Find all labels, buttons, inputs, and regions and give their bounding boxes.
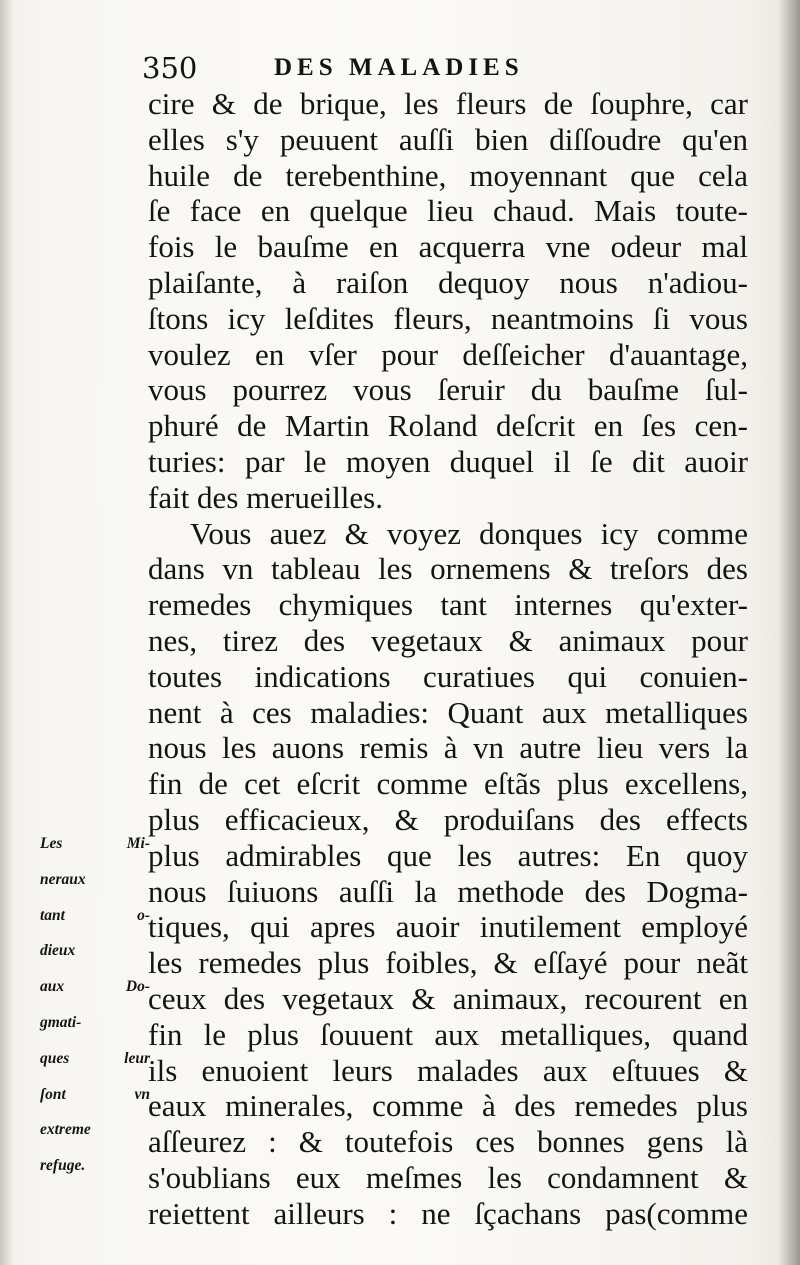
text-line: aſſeurez : & toutefois ces bonnes gens là <box>148 1124 748 1160</box>
page-edge-shadow <box>778 0 800 1265</box>
text-line: huile de terebenthine, moyennant que cela <box>148 157 748 193</box>
running-title: DES MALADIES <box>274 54 524 81</box>
text-line: ceux des vegetaux & animaux, recourent en <box>148 980 748 1016</box>
page-number: 350 <box>142 51 198 85</box>
margin-note-line: neraux <box>40 870 86 888</box>
text-line: nous ſuiuons auſſi la methode des Dogma- <box>148 873 748 909</box>
page-gutter-shadow <box>0 0 14 1265</box>
margin-note <box>40 826 150 1184</box>
text-line: elles s'y peuuent auſſi bien diſſoudre qu'en <box>148 121 748 157</box>
text-line: plaiſante, à raiſon dequoy nous n'adiou- <box>148 264 748 300</box>
margin-note-line: Les Mi- <box>40 835 150 852</box>
text-line: reiettent ailleurs : ne ſçachans pas(comme <box>148 1195 748 1231</box>
text-line: turies: par le moyen duquel il ſe dit auoir <box>148 443 748 479</box>
text-line: les remedes plus foibles, & eſſayé pour neãt <box>148 945 748 981</box>
text-line: nes, tirez des vegetaux & animaux pour <box>148 622 748 658</box>
text-line: nent à ces maladies: Quant aux metalliques <box>148 694 748 730</box>
text-line: nous les auons remis à vn autre lieu vers la <box>148 730 748 766</box>
text-line: tiques, qui apres auoir inutilement employé <box>148 909 748 945</box>
margin-note-line: tant o- <box>40 906 150 924</box>
text-line: s'oublians eux meſmes les condamnent & <box>148 1159 748 1195</box>
text-line: ſtons icy leſdites fleurs, neantmoins ſi vous <box>148 300 748 336</box>
text-line: remedes chymiques tant internes qu'exter- <box>148 587 748 623</box>
text-line: plus admirables que les autres: En quoy <box>148 837 748 873</box>
paragraph-start-line: Vous auez & voyez donques icy comme <box>190 515 748 551</box>
text-line: dans vn tableau les ornemens & treſors des <box>148 551 748 587</box>
text-line: fin le plus ſouuent aux metalliques, quand <box>148 1016 748 1052</box>
text-line: fin de cet eſcrit comme eſtãs plus excellens, <box>148 766 748 802</box>
body-text <box>148 86 748 1232</box>
text-line: cire & de brique, les fleurs de ſouphre, car <box>148 86 748 121</box>
running-head <box>142 48 702 88</box>
text-line: ils enuoient leurs malades aux eſtuues & <box>148 1052 748 1088</box>
margin-note-line: aux Do- <box>40 978 150 996</box>
text-line: ſe face en quelque lieu chaud. Mais toute- <box>148 193 748 229</box>
text-line: voulez en vſer pour deſſeicher d'auantage, <box>148 336 748 372</box>
margin-note-line: dieux <box>40 942 76 960</box>
text-line: plus efficacieux, & produiſans des effects <box>148 801 748 837</box>
text-line: vous pourrez vous ſeruir du bauſme ſul- <box>148 372 748 408</box>
text-line: fois le bauſme en acquerra vne odeur mal <box>148 229 748 265</box>
margin-note-line: ſont vn <box>40 1085 150 1103</box>
margin-note-line: extreme <box>40 1121 91 1139</box>
paragraph-end-line: fait des merueilles. <box>148 479 383 515</box>
text-line: phuré de Martin Roland deſcrit en ſes cen- <box>148 408 748 444</box>
margin-note-line: gmati- <box>40 1013 82 1031</box>
margin-note-line: ques leur <box>40 1049 150 1067</box>
text-line: eaux minerales, comme à des remedes plus <box>148 1088 748 1124</box>
margin-note-line: refuge. <box>40 1157 86 1175</box>
text-line: toutes indications curatiues qui conuien- <box>148 658 748 694</box>
